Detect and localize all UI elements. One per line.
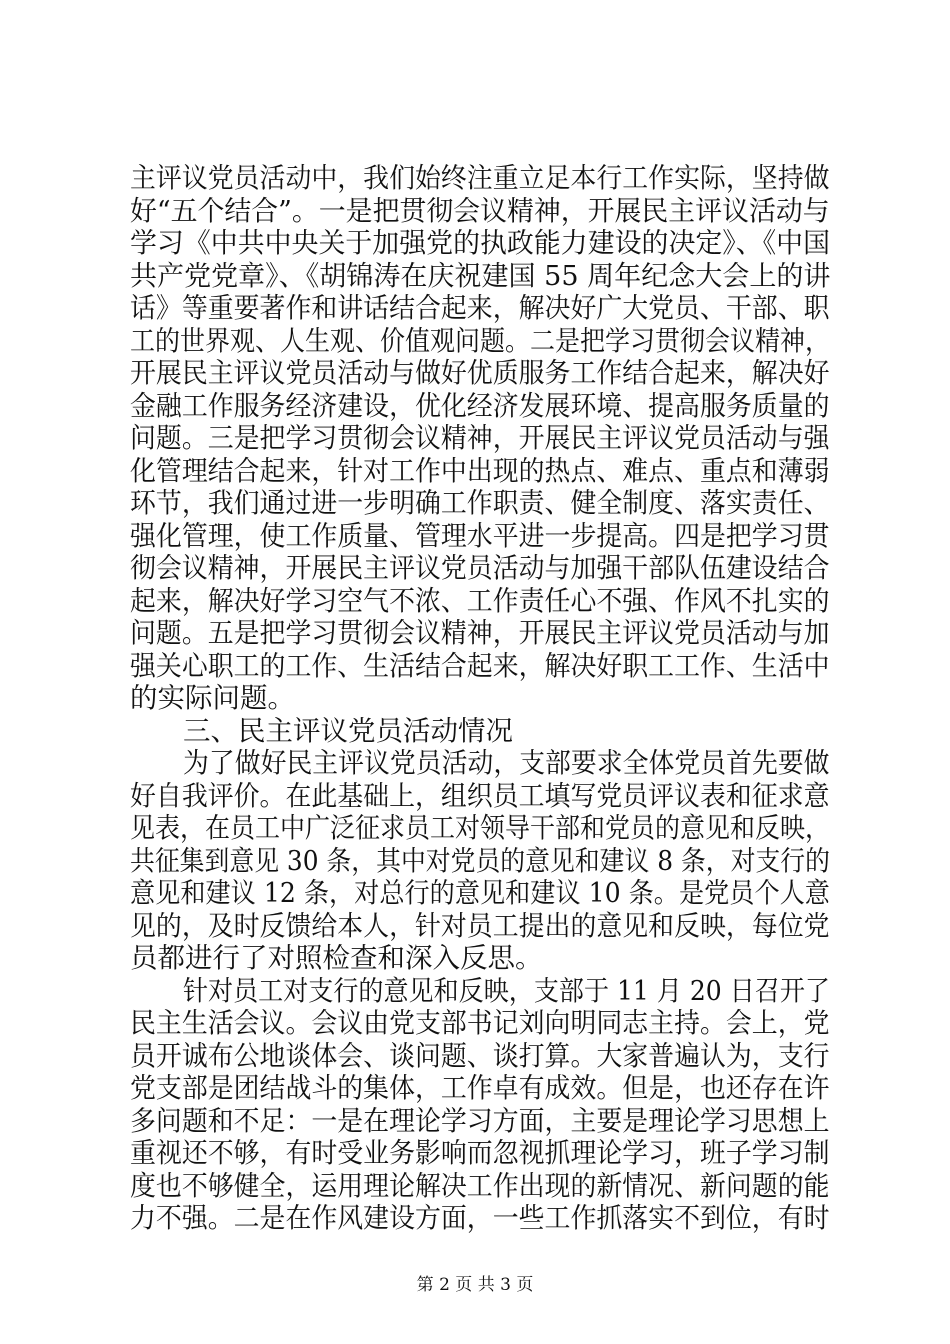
- text-line: 员都进行了对照检查和深入反思。: [130, 942, 543, 974]
- text-line: 金融工作服务经济建设，优化经济发展环境、提高服务质量的: [130, 389, 830, 422]
- text-line: 重视还不够，有时受业务影响而忽视抓理论学习，班子学习制: [130, 1137, 830, 1169]
- text-line: 意见和建议 12 条，对总行的意见和建议 10 条。是党员个人意: [130, 877, 830, 909]
- text-line: 度也不够健全，运用理论解决工作出现的新情况、新问题的能: [130, 1169, 830, 1202]
- text-line: 强关心职工的工作、生活结合起来，解决好职工工作、生活中: [130, 649, 830, 682]
- text-line: 彻会议精神，开展民主评议党员活动与加强干部队伍建设结合: [130, 552, 830, 584]
- text-line: 多问题和不足：一是在理论学习方面，主要是理论学习思想上: [130, 1104, 830, 1137]
- text-line: 员开诚布公地谈体会、谈问题、谈打算。大家普遍认为，支行: [130, 1039, 830, 1072]
- text-line: 主评议党员活动中，我们始终注重立足本行工作实际，坚持做: [130, 162, 830, 194]
- text-line: 共产党党章》、《胡锦涛在庆祝建国 55 周年纪念大会上的讲: [130, 259, 831, 292]
- text-line: 见表，在员工中广泛征求员工对领导干部和党员的意见和反映，: [130, 812, 830, 844]
- text-line: 好自我评价。在此基础上，组织员工填写党员评议表和征求意: [130, 779, 830, 812]
- text-line: 强化管理，使工作质量、管理水平进一步提高。四是把学习贯: [130, 519, 830, 552]
- text-line: 工的世界观、人生观、价值观问题。二是把学习贯彻会议精神，: [130, 324, 830, 357]
- page-footer: 第 2 页 共 3 页: [416, 1275, 534, 1295]
- text-line: 开展民主评议党员活动与做好优质服务工作结合起来，解决好: [130, 357, 830, 389]
- text-line: 的实际问题。: [130, 682, 295, 714]
- text-line: 话》等重要著作和讲话结合起来，解决好广大党员、干部、职: [130, 292, 830, 324]
- text-line: 问题。三是把学习贯彻会议精神，开展民主评议党员活动与强: [130, 422, 830, 454]
- text-line: 为了做好民主评议党员活动，支部要求全体党员首先要做: [183, 747, 830, 779]
- text-line: 问题。五是把学习贯彻会议精神，开展民主评议党员活动与加: [130, 617, 830, 649]
- text-line: 环节，我们通过进一步明确工作职责、健全制度、落实责任、: [130, 487, 830, 519]
- text-line: 共征集到意见 30 条，其中对党员的意见和建议 8 条，对支行的: [130, 844, 830, 877]
- text-line: 民主生活会议。会议由党支部书记刘向明同志主持。会上，党: [130, 1007, 830, 1039]
- text-line: 党支部是团结战斗的集体，工作卓有成效。但是，也还存在许: [130, 1072, 830, 1104]
- text-line: 好“五个结合”。一是把贯彻会议精神，开展民主评议活动与: [130, 194, 830, 227]
- text-line: 针对员工对支行的意见和反映，支部于 11 月 20 日召开了: [183, 974, 830, 1007]
- text-line: 力不强。二是在作风建设方面，一些工作抓落实不到位，有时: [130, 1202, 830, 1234]
- text-line: 学习《中共中央关于加强党的执政能力建设的决定》、《中国: [130, 227, 830, 259]
- text-line: 三、民主评议党员活动情况: [183, 714, 513, 747]
- text-line: 起来，解决好学习空气不浓、工作责任心不强、作风不扎实的: [130, 584, 830, 617]
- text-line: 化管理结合起来，针对工作中出现的热点、难点、重点和薄弱: [130, 454, 830, 487]
- text-line: 见的，及时反馈给本人，针对员工提出的意见和反映，每位党: [130, 909, 830, 942]
